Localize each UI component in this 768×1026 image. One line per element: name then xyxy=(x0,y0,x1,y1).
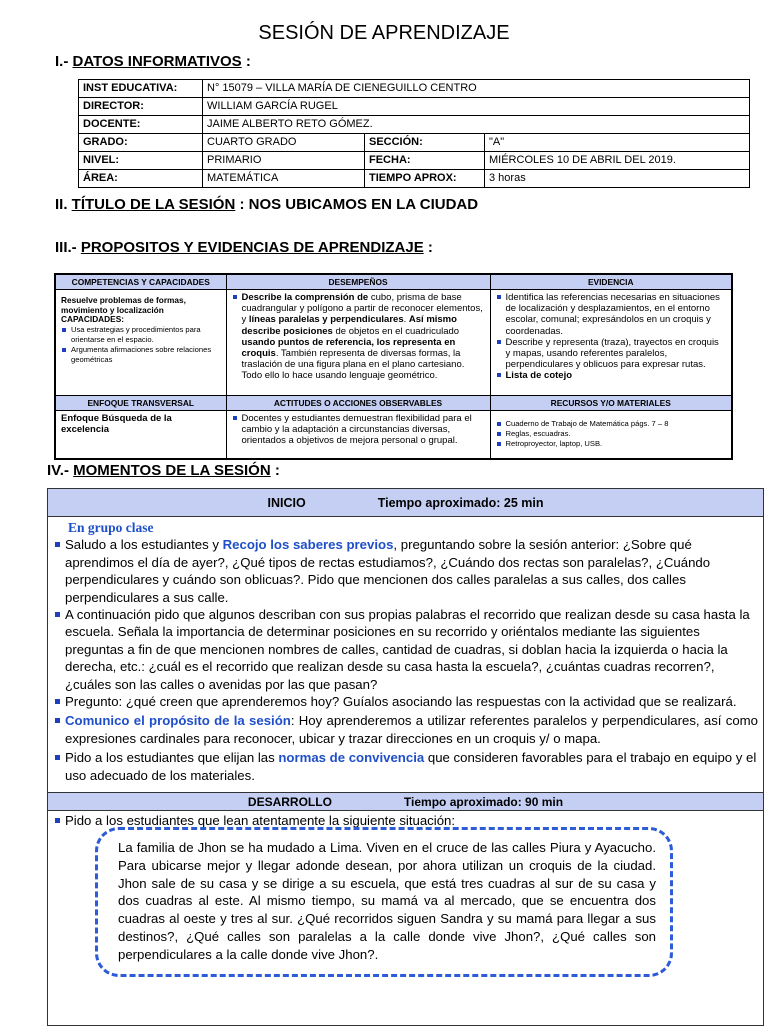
page-title: SESIÓN DE APRENDIZAJE xyxy=(258,22,510,44)
desempenos-list xyxy=(232,292,485,382)
table-row xyxy=(79,152,750,170)
highlight-text: Comunico el propósito de la sesión xyxy=(65,713,291,729)
inicio-content xyxy=(48,517,763,784)
list-item: Pido a los estudiantes que lean atentamente la siguiente situación: xyxy=(65,812,758,829)
list-item xyxy=(65,536,758,606)
area-label: ÁREA: xyxy=(79,170,203,188)
section-heading-momentos xyxy=(47,462,280,479)
desarrollo-label: DESARROLLO xyxy=(247,794,332,809)
section-suffix: : xyxy=(241,53,251,70)
capacidades-list xyxy=(61,325,221,365)
grado-label: GRADO: xyxy=(79,134,203,152)
director-label: DIRECTOR: xyxy=(79,98,203,116)
text: Saludo a los estudiantes y xyxy=(65,537,223,553)
datos-table xyxy=(78,79,750,188)
header-competencias: COMPETENCIAS Y CAPACIDADES xyxy=(55,274,226,290)
table-header-row xyxy=(55,396,732,411)
table-row xyxy=(79,134,750,152)
table-row xyxy=(79,116,750,134)
list-item xyxy=(242,292,485,382)
section-number: II. xyxy=(55,196,72,213)
nivel-value: PRIMARIO xyxy=(203,152,365,170)
section-number: III.- xyxy=(55,239,81,256)
inicio-header xyxy=(48,489,763,517)
section-heading-datos xyxy=(55,53,251,70)
evidencia-cell xyxy=(490,290,732,396)
bold-text: líneas paralelas y perpendiculares xyxy=(248,314,404,326)
propositos-table xyxy=(54,273,733,460)
desarrollo-header xyxy=(48,792,763,811)
section-suffix: : xyxy=(423,239,433,256)
text: . También representa de diversas formas, la traslación de una figura plana en el plano cartesiano. Todo ello lo hace usando lenguaje geométrico. xyxy=(241,348,465,382)
list-item xyxy=(65,749,758,784)
table-row xyxy=(79,170,750,188)
section-heading-propositos xyxy=(55,239,433,256)
bold-text: Así mismo describe posiciones xyxy=(241,314,457,337)
text: . xyxy=(403,314,409,326)
text: : Hoy aprenderemos a utilizar referentes paralelos y perpendiculares, así como expresiones cardinales para reconocer, ubicar y trazar direcciones en un croquis y/ o mapa. xyxy=(65,713,758,746)
highlight-text: normas de convivencia xyxy=(278,750,425,766)
enfoque-cell: Enfoque Búsqueda de la excelencia xyxy=(55,411,226,459)
text: que consideren favorables para el trabajo en equipo y el uso adecuado de los materiales. xyxy=(65,750,757,783)
actitudes-list xyxy=(232,413,485,447)
list-item: Argumenta afirmaciones sobre relaciones geométricas xyxy=(71,345,221,365)
section-title: PROPOSITOS Y EVIDENCIAS DE APRENDIZAJE xyxy=(80,239,424,256)
inicio-tiempo: Tiempo aproximado: 25 min xyxy=(377,495,544,510)
section-heading-titulo xyxy=(55,196,478,213)
area-value: MATEMÁTICA xyxy=(203,170,365,188)
docente-label: DOCENTE: xyxy=(79,116,203,134)
grupo-heading: En grupo clase xyxy=(68,520,154,535)
inicio-list xyxy=(53,536,758,784)
list-item: Identifica las referencias necesarias en situaciones de localización y desplazamientos, en el entorno escolar, comunal; expresándolos en un croquis y coordenadas. xyxy=(506,292,727,337)
table-header-row xyxy=(55,274,732,290)
list-item xyxy=(65,712,758,747)
section-title: DATOS INFORMATIVOS xyxy=(72,53,242,70)
highlight-text: Recojo los saberes previos xyxy=(222,537,394,553)
grado-value: CUARTO GRADO xyxy=(203,134,365,152)
seccion-label: SECCIÓN: xyxy=(365,134,485,152)
header-evidencia: EVIDENCIA xyxy=(490,274,732,290)
table-row xyxy=(55,290,732,396)
header-recursos: RECURSOS Y/O MATERIALES xyxy=(490,396,732,411)
list-item: Retroproyector, laptop, USB. xyxy=(506,439,727,449)
text: , preguntando sobre la sesión anterior: ¿Sobre qué aprendimos el día de ayer?, ¿Qué tipos de rectas estudiamos?, ¿Cuándo dos rectas son paralelas?, ¿Cuándo perpendiculares y cuándo son oblicuas?. Pido que mencionen dos calles paralelas a sus calles, dos calles perpendiculares a sus calle. xyxy=(65,537,711,605)
section-title: TÍTULO DE LA SESIÓN xyxy=(71,196,236,213)
bold-text: Lista de cotejo xyxy=(505,370,573,382)
desempenos-cell xyxy=(226,290,490,396)
section-title: MOMENTOS DE LA SESIÓN xyxy=(73,462,271,479)
list-item: Cuaderno de Trabajo de Matemática págs. 7 – 8 xyxy=(506,419,727,429)
recursos-cell xyxy=(490,411,732,459)
text: de objetos en el cuadriculado xyxy=(332,325,460,337)
docente-value: JAIME ALBERTO RETO GÓMEZ. xyxy=(203,116,750,134)
bold-text: Describe la comprensión de xyxy=(241,292,369,303)
nivel-label: NIVEL: xyxy=(79,152,203,170)
text: Pido a los estudiantes que elijan las xyxy=(65,750,279,766)
section-suffix: : xyxy=(270,462,280,479)
evidencia-list xyxy=(496,292,727,382)
list-item: Describe y representa (traza), trayectos en croquis y mapas, usando referentes paralelos, perpendiculares y oblicuos para expresar rutas. xyxy=(506,337,727,371)
section-number: IV.- xyxy=(47,462,74,479)
header-desempenos: DESEMPEÑOS xyxy=(226,274,490,290)
situation-box: La familia de Jhon se ha mudado a Lima. Viven en el cruce de las calles Piura y Ayacucho. Para ubicarse mejor y llegar adonde desean, por ahora utilizan un croquis de la ciudad. Jhon sale de su casa y se dirige a su escuela, que está tres cuadras al sur de su casa y dos cuadras al este. Al mismo tiempo, su mamá va al mercado, que se encuentra dos cuadras al oeste y tres al sur. ¿Qué recorridos siguen Sandra y su mamá para llegar a sus destinos?, ¿Qué calles son paralelas a la calle donde vive Jhon?, ¿Qué calles son perpendiculares a la calle donde vive Jhon?. xyxy=(95,827,673,977)
seccion-value: "A" xyxy=(485,134,750,152)
inicio-label: INICIO xyxy=(267,495,306,510)
desarrollo-tiempo: Tiempo aproximado: 90 min xyxy=(403,794,564,809)
inst-value: N° 15079 – VILLA MARÍA DE CIENEGUILLO CENTRO xyxy=(203,80,750,98)
list-item: A continuación pido que algunos describan con sus propias palabras el recorrido que realizan desde su casa hasta la escuela. Señala la importancia de determinar posiciones en su recorrido y oriéntalos mediante las siguientes preguntas a fin de que mencionen nombres de calles, cantidad de cuadras, si doblan hacia la izquierda o hacia la derecha, etc.: ¿cuál es el recorrido que realizan desde su casa hasta la escuela?, ¿cuántas cuadras recorren?, ¿cuáles son las calles o avenidas por las que pasan? xyxy=(65,606,758,693)
list-item xyxy=(506,370,727,381)
competencia-title: Resuelve problemas de formas, movimiento y localización xyxy=(61,295,186,315)
fecha-label: FECHA: xyxy=(365,152,485,170)
list-item: Docentes y estudiantes demuestran flexibilidad para el cambio y la adaptación a circunstancias diversas, orientados a objetivos de mejora personal o grupal. xyxy=(242,413,485,447)
header-enfoque: ENFOQUE TRANSVERSAL xyxy=(55,396,226,411)
table-row xyxy=(79,80,750,98)
header-actitudes: ACTITUDES O ACCIONES OBSERVABLES xyxy=(226,396,490,411)
list-item: Pregunto: ¿qué creen que aprenderemos hoy? Guíalos asociando las respuestas con la actividad que se realizará. xyxy=(65,693,758,710)
text: cubo, prisma de base cuadrangular y polígono a partir de reconocer elementos, y xyxy=(241,292,483,326)
list-item: Reglas, escuadras. xyxy=(506,429,727,439)
section-number: I.- xyxy=(55,53,73,70)
fecha-value: MIÉRCOLES 10 DE ABRIL DEL 2019. xyxy=(485,152,750,170)
list-item: Usa estrategias y procedimientos para orientarse en el espacio. xyxy=(71,325,221,345)
table-row xyxy=(55,411,732,459)
actitudes-cell xyxy=(226,411,490,459)
director-value: WILLIAM GARCÍA RUGEL xyxy=(203,98,750,116)
bold-text: usando puntos de referencia, los representa en croquis xyxy=(241,336,456,360)
session-title: : NOS UBICAMOS EN LA CIUDAD xyxy=(235,196,479,213)
recursos-list xyxy=(496,419,727,449)
capacidades-label: CAPACIDADES: xyxy=(61,314,124,325)
tiempo-value: 3 horas xyxy=(485,170,750,188)
competencias-cell xyxy=(55,290,226,396)
table-row xyxy=(79,98,750,116)
tiempo-label: TIEMPO APROX: xyxy=(365,170,485,188)
inst-label: INST EDUCATIVA: xyxy=(79,80,203,98)
